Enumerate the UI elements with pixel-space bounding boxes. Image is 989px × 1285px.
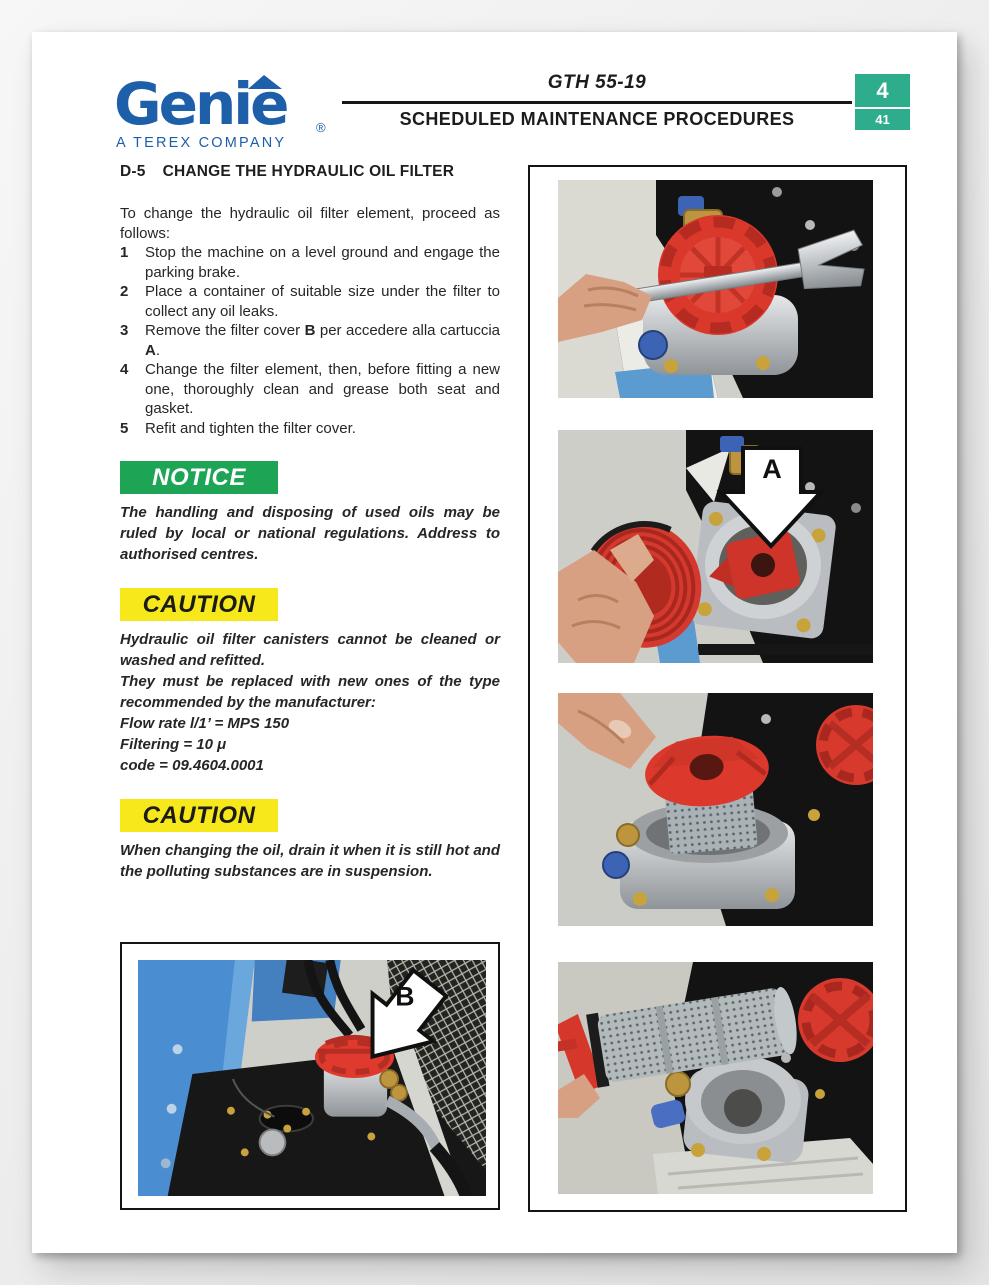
page-number-tabs bbox=[855, 74, 910, 130]
logo-registered-mark: ® bbox=[316, 120, 326, 135]
gold-bolt bbox=[302, 1108, 310, 1116]
step-item bbox=[120, 243, 500, 282]
figure-b-frame bbox=[120, 942, 500, 1210]
procedure-text-column bbox=[120, 160, 500, 882]
step-item bbox=[120, 419, 500, 439]
step-text: Remove the filter cover B per accedere alla cartuccia A. bbox=[145, 322, 500, 359]
gold-bolt bbox=[227, 1107, 235, 1115]
arrow-a-label: A bbox=[762, 454, 782, 484]
warning-paragraph: They must be replaced with new ones of the type recommended by the manufacturer: bbox=[120, 673, 500, 711]
tank-bolt bbox=[851, 503, 861, 513]
procedure-steps bbox=[120, 243, 500, 438]
warning-paragraph: code = 09.4604.0001 bbox=[120, 757, 264, 774]
section-title: SCHEDULED MAINTENANCE PROCEDURES bbox=[399, 109, 795, 129]
notice-text: The handling and disposing of used oils may be ruled by local or national regulations. Address to authorised centres. bbox=[120, 504, 500, 563]
step-item bbox=[120, 321, 500, 360]
procedure-intro: To change the hydraulic oil filter element, proceed as follows: bbox=[120, 205, 500, 242]
tank-bolt bbox=[772, 187, 782, 197]
gold-bolt bbox=[283, 1125, 291, 1133]
step-number: 1 bbox=[120, 244, 129, 261]
blue-plug bbox=[603, 852, 629, 878]
tank-bolt bbox=[761, 714, 771, 724]
step-text: Place a container of suitable size under the filter to collect any oil leaks. bbox=[145, 283, 500, 320]
gold-bolt bbox=[756, 356, 770, 370]
gold-bolt bbox=[664, 359, 678, 373]
hex-plug bbox=[260, 1130, 286, 1156]
step-text: Change the filter element, then, before fitting a new one, thoroughly clean and grease both seat and gasket. bbox=[145, 361, 500, 417]
genie-logo-icon bbox=[112, 62, 372, 152]
step-item bbox=[120, 282, 500, 321]
procedure-heading bbox=[120, 163, 500, 181]
panel-bolt bbox=[161, 1158, 171, 1168]
step-item bbox=[120, 360, 500, 419]
caution-text-1 bbox=[120, 629, 500, 776]
caution-banner-2: CAUTION bbox=[120, 799, 278, 832]
figure-column-frame bbox=[528, 165, 907, 1212]
gold-bolt bbox=[815, 1089, 825, 1099]
notice-banner: NOTICE bbox=[120, 461, 278, 494]
logo-tagline: A TEREX COMPANY bbox=[116, 135, 287, 151]
brass-fitting bbox=[617, 824, 639, 846]
photo-removing-filter-element bbox=[558, 693, 873, 926]
blue-band bbox=[720, 436, 744, 452]
arrow-b-label: B bbox=[395, 981, 415, 1012]
gold-bolt bbox=[765, 888, 779, 902]
photo-wrench-on-filter-cover bbox=[558, 180, 873, 398]
gold-bolt bbox=[367, 1133, 375, 1141]
panel-bolt bbox=[173, 1044, 183, 1054]
genie-terex-logo bbox=[112, 62, 372, 152]
gold-bolt bbox=[808, 809, 820, 821]
caution-banner-1: CAUTION bbox=[120, 588, 278, 621]
document-page bbox=[32, 32, 957, 1253]
warning-paragraph: Hydraulic oil filter canisters cannot be cleaned or washed and refitted. bbox=[120, 631, 500, 669]
step-text: Stop the machine on a level ground and engage the parking brake. bbox=[145, 244, 500, 281]
step-number: 2 bbox=[120, 283, 129, 300]
caution-text-2: When changing the oil, drain it when it is still hot and the polluting substances are in suspension. bbox=[120, 842, 500, 880]
logo-wordmark: Genie bbox=[114, 70, 287, 138]
page-number-tab: 41 bbox=[855, 109, 910, 130]
panel-bolt bbox=[167, 1104, 177, 1114]
header-titles bbox=[342, 72, 852, 130]
step-number: 4 bbox=[120, 361, 129, 378]
tank-bolt bbox=[805, 220, 815, 230]
procedure-title: CHANGE THE HYDRAULIC OIL FILTER bbox=[162, 163, 455, 180]
photo-filter-element-removed bbox=[558, 962, 873, 1194]
photo-filter-location-arrow-b bbox=[138, 960, 486, 1196]
photo-cover-removed-arrow-a bbox=[558, 430, 873, 663]
gold-bolt bbox=[633, 892, 647, 906]
step-number: 5 bbox=[120, 419, 129, 437]
warning-paragraph: Filtering = 10 μ bbox=[120, 736, 227, 753]
step-number: 3 bbox=[120, 322, 129, 339]
model-title: GTH 55-19 bbox=[342, 72, 852, 104]
gold-bolt bbox=[241, 1148, 249, 1156]
procedure-code: D-5 bbox=[120, 163, 146, 180]
tank-shadow-strip bbox=[698, 644, 873, 655]
chapter-number-tab: 4 bbox=[855, 74, 910, 107]
warning-paragraph: Flow rate l/1’ = MPS 150 bbox=[120, 715, 290, 732]
blue-plug bbox=[639, 331, 667, 359]
step-text: Refit and tighten the filter cover. bbox=[145, 419, 356, 437]
